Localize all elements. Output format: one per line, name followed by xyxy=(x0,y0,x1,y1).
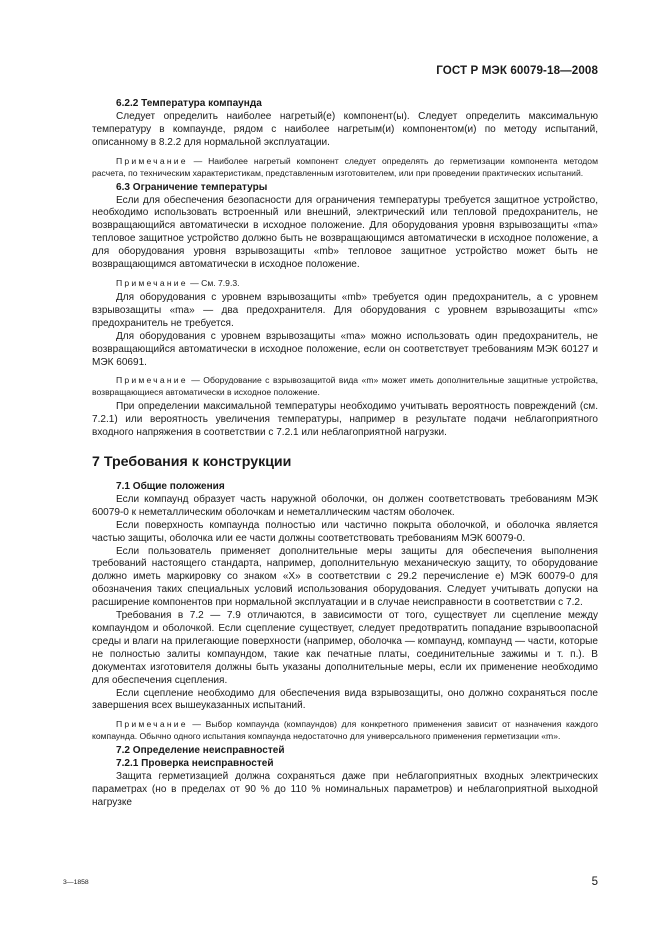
body-paragraph: Для оборудования с уровнем взрывозащиты «mb» требуется один предохранитель, а с уровнем взрывозащиты «ma» — два предохранителя. Для оборудования с уровнем взрывозащиты «mc» предохранитель не требуется. xyxy=(92,291,598,329)
note-paragraph xyxy=(92,718,598,742)
page-number: 5 xyxy=(591,876,598,888)
note-label: Примечание xyxy=(116,719,188,730)
note-text: — Наиболее нагретый компонент следует определять до герметизации компонента методом расчета, по техническим характеристикам, представленным изготовителем, или при проведении практических испытаний. xyxy=(92,155,598,178)
note-text: — См. 7.9.3. xyxy=(187,277,240,288)
section-heading: 6.3 Ограничение температуры xyxy=(116,181,268,193)
sheet-code: 3—1858 xyxy=(63,879,89,886)
body-paragraph: Защита герметизацией должна сохраняться даже при неблагоприятных входных электрических параметрах (но в пределах от 90 % до 110 % номинальных параметров) и неблагоприятной выходной нагрузке xyxy=(92,771,598,808)
section-heading: 6.2.2 Температура компаунда xyxy=(116,98,262,109)
body-paragraph: При определении максимальной температуры необходимо учитывать вероятность повреждений (см. 7.2.1) или вероятность увеличения температуры, например в результате подачи неблагоприятного входного напряжения в соответствии с 7.2.1 или неблагоприятной нагрузки. xyxy=(92,401,598,439)
note-label: Примечание xyxy=(116,375,188,386)
note-paragraph xyxy=(92,277,598,289)
note-text: — Выбор компаунда (компаундов) для конкретного применения зависит от назначения каждого компаунда. Обычно одного испытания компаунда недостаточно для универсального применения герметизации «m». xyxy=(92,719,598,742)
body-paragraph: Если для обеспечения безопасности для ограничения температуры требуется защитное устройство, необходимо использовать встроенный или внешний, электрический или тепловой предохранитель, не возвращающийся автоматически в исходное положение. Для оборудования уровня взрывозащиты «ma» тепловое защитное устройство должно быть не возвращающимся автоматически в исходное положение, а для оборудования уровня взрывозащиты «mb» тепловое защитное устройство может быть не возвращающимся автоматически в исходное положение. xyxy=(92,194,598,271)
note-label: Примечание xyxy=(116,155,188,166)
body-paragraph: Для оборудования с уровнем взрывозащиты «ma» можно использовать один предохранитель, не возвращающийся автоматически в исходное положение, если он соответствует требованиям МЭК 60127 и МЭК 60691. xyxy=(92,330,598,368)
section-heading: 7.2.1 Проверка неисправностей xyxy=(116,758,274,770)
document-body xyxy=(92,98,598,810)
body-paragraph: Требования в 7.2 — 7.9 отличаются, в зависимости от того, существует ли сцепление между компаундом и оболочкой. Если сцепление существует, следует предотвратить попадание взрывоопасной среды и влаги на прилегающие поверхности (например, оболочка — компаунд, компаунд — части, которые не полностью залиты компаундом, такие как печатные платы, соединительные зажимы и т. п.). В документах изготовителя должны быть указаны дополнительные меры, если их применение необходимо для обеспечения сцепления. xyxy=(92,610,598,686)
section-heading: 7.2 Определение неисправностей xyxy=(116,745,285,757)
note-paragraph xyxy=(92,374,598,398)
body-paragraph: Если компаунд образует часть наружной оболочки, он должен соответствовать требованиям МЭК 60079-0 к неметаллическим оболочкам и неметаллическим частям оболочек. xyxy=(92,493,598,518)
body-paragraph: Если поверхность компаунда полностью или частично покрыта оболочкой, и оболочка является частью защиты, оболочка или ее части должны соответствовать требованиям МЭК 60079-0. xyxy=(92,519,598,544)
chapter-heading: 7 Требования к конструкции xyxy=(92,454,292,471)
body-paragraph: Следует определить наиболее нагретый(е) компонент(ы). Следует определить максимальную температуру в компаунде, рядом с наиболее нагретым(и) компонентом(и) по методу испытаний, описанному в 8.2.2 для нормальной эксплуатации. xyxy=(92,110,598,148)
note-label: Примечание xyxy=(116,277,188,288)
section-heading: 7.1 Общие положения xyxy=(116,481,225,493)
note-text: — Оборудование с взрывозащитой вида «m» может иметь дополнительные защитные устройства, возвращающиеся автоматически в исходное положение. xyxy=(92,375,598,398)
note-paragraph xyxy=(92,155,598,179)
body-paragraph: Если пользователь применяет дополнительные меры защиты для обеспечения выполнения требований настоящего стандарта, например, дополнительную механическую защиту, то оборудование должно иметь маркировку со знаком «Х» в соответствии с 29.2 перечисление е) МЭК 60079-0 для обозначения таких специальных условий использования оборудования. Следует учитывать допуски на расширение компонентов при нормальной эксплуатации и в случае неисправности в соответствии с 7.2. xyxy=(92,545,598,609)
body-paragraph: Если сцепление необходимо для обеспечения вида взрывозащиты, оно должно сохраняться после завершения всех вышеуказанных испытаний. xyxy=(92,687,598,712)
standard-header: ГОСТ Р МЭК 60079-18—2008 xyxy=(436,64,598,77)
